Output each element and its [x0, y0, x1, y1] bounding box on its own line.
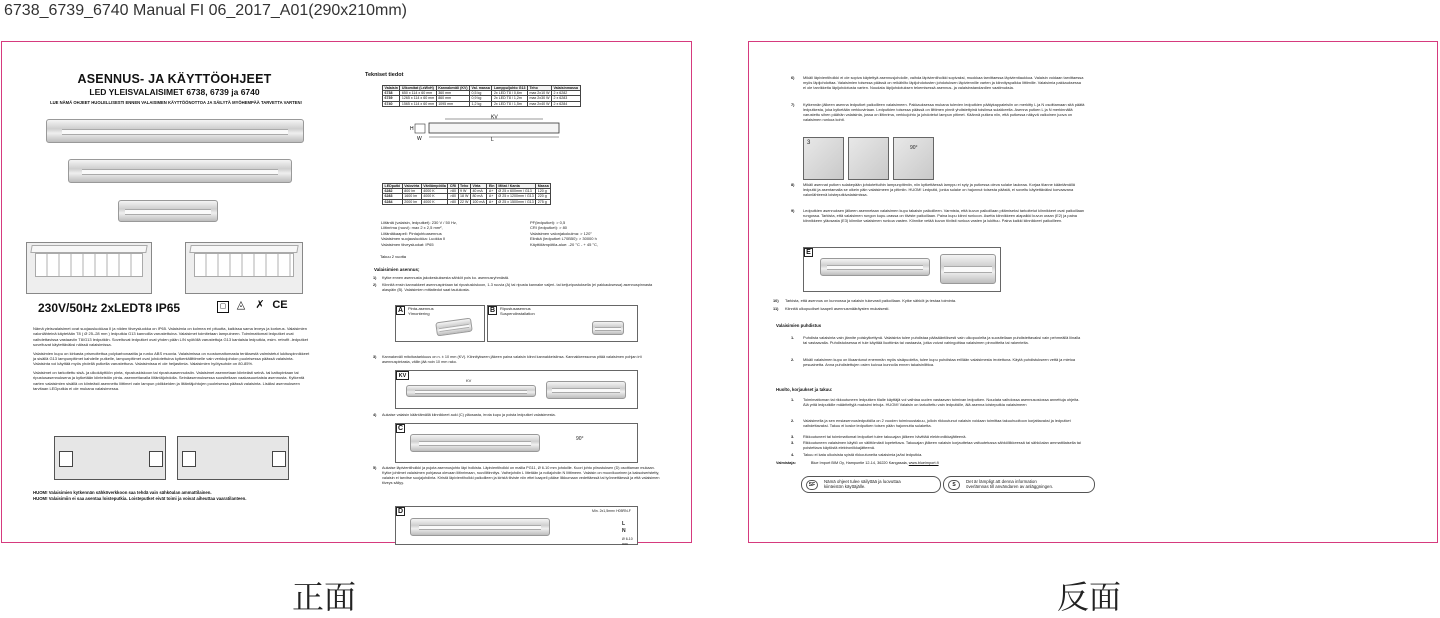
step-number: 10) [773, 298, 779, 303]
item-number: 2. [791, 357, 795, 362]
wiring-photo-left [54, 436, 166, 480]
luminaire-side-view [406, 385, 536, 397]
rotation-label: 90° [910, 145, 918, 151]
warning-triangle-icon: ◬ [236, 299, 246, 311]
product-image-6740 [46, 119, 304, 143]
tube-parameters [530, 220, 660, 247]
table-cell: 4000 K [421, 199, 448, 204]
table-cell: >80 [448, 194, 458, 199]
install-step [373, 276, 665, 281]
install-step [373, 283, 665, 293]
table-cell: 6739 [383, 96, 400, 101]
parameter-line: Liitäntäkaapeli: Pintajohtoasennus [381, 230, 442, 236]
step-text: Mikäli asennat putken sulakepään johdotettuihin lampunpitimiin, niin kytkettäessä lamppu ei syty ja putkessa oleva sulake laukeaa. Korjaa tilanne kääntämällä ledputki ja asentamalla se oikein päin valaisimeen ja pitimiin. HUOM! Ledputki, jonka sulake on hajonnut toisesta päästä, ei soveltu käytettäväksi korvaavana valonlähteenä loisteputkivalaisimissa. [803, 182, 1075, 197]
back-side-label: 反面 [1057, 578, 1122, 616]
step-number: 9) [791, 208, 795, 213]
cleaning-item [791, 335, 1085, 345]
bracket-illustration [435, 318, 473, 337]
table-cell: 360 mm [436, 91, 469, 96]
live-wire-label: L [622, 521, 626, 527]
table-cell: 120 g [536, 189, 551, 194]
item-text: Rikkoutuneen valaisimen käyttö on välittömästi lopetettava. Takuuajan jälkeen valaisin korjauttetaa valtuutetussa sähköliikkeessä tai sähköalan ammattilaisella tai poistettava käytöstä elektroniikkajätteenä. [803, 440, 1081, 450]
install-step [791, 208, 1085, 223]
weee-bin-icon: ✗ [255, 299, 265, 311]
figure-tag: B [489, 307, 496, 314]
parameter-line: Elinikä (ledputket L70B50): > 30000 h [530, 236, 597, 242]
step-number: 8) [791, 182, 795, 187]
manufacturer-address: Blue Import BIM Oy, Hampuntie 12-14, 36220 Kangasala, [810, 461, 908, 465]
cleaning-item [791, 357, 1085, 367]
step-number: 5) [373, 466, 377, 470]
install-step [773, 298, 1067, 303]
table-cell: 6738 [383, 91, 400, 96]
table-cell: 18 W [460, 194, 469, 199]
document-filename: 6738_6739_6740 Manual FI 06_2017_A01(290x210mm) [4, 2, 407, 19]
description-paragraph: Valaisimien kupu on kirkasta prismoitettua polykarbonaattia ja runko ABS muovia. Valaisimissa on ruostumattomasta teräksestä valmistetut lukituspinnikkeet ja sisällä G13 lampunpitimet kahdelle putkelle, lampunpitimet ovat johdotettuina kytkentäliittimelle vain verkkojohdon puoleisessa päässä valaisinta. Valaisinta voi käyttää myös yhdellä putkella varustettuna. Valaisimissa ei ole heijastimia. Valaisimien hyötysuhde on 80-85%. [33, 350, 310, 367]
tube-photo [803, 137, 844, 180]
cable-entry-figure [395, 506, 638, 545]
length-dimension-label: L [491, 136, 494, 143]
notice-line: HUOM! Valaisimiin ei saa asentaa loisteputkia. Loisteputket eivät toimi ja voivat aiheuttaa vaaratilanteen. [33, 495, 247, 501]
led-tube-spec-table [382, 183, 551, 205]
table-row [383, 101, 581, 106]
electrical-parameters [381, 220, 531, 247]
ce-mark-icon: CE [272, 299, 288, 311]
step-text: Ledputkien asennuksen jälkeen asennetaan valaisimen kupu takaisin paikoilleen. Varmista, että kuvun paikoillaan pitämiseksi tarkoitetut kiinnikkeet ovat paikoillaan rungossa. Tarkista, että valaisimen rungon kupu-urassa on tiiviste paikoillaan. Paina kupu kiinni runkoon. Asetta kiinnikkeen alapalkki kuvun uraan (E2) ja paina kiinnikkeen yläosasta (E3) kiinnike valaisimen runkoa vasten. Kiinnike vetää kuvun tiiviisti runkoa vasten ja lukittuu. Paina kaikki kiinnikkeet paikoilleen. [803, 208, 1085, 223]
figure-tag: A [397, 307, 404, 314]
lang-code-sf: SF [806, 480, 818, 490]
bracket-detail [546, 381, 626, 399]
step-text: Kiinnitä ensin kannakkeet asennuspintaan tai ripustuskiskoon, 1-3 ruuvia (A) tai ripusta kannake vaijeri- tai ketjuripustuksella (ei pakkauksessa) asennuspinnasta alaspäin (B). Valaisimien mittatiedot saat taulukosta. [382, 283, 653, 292]
table-cell: 4000 K [421, 194, 448, 199]
column-header: Lamppu/johto G13 [493, 86, 526, 90]
tube-insertion-photos [803, 137, 936, 180]
column-header: CRI [449, 184, 457, 188]
front-side-label: 正面 [292, 578, 357, 616]
step-text: Kytkennän jälkeen asenna ledputket paikoilleen valaisimeen. Pakkauksessa mukana tulevien ledputkien päätykappaleisiin on merkitty L ja N osoittamaan sitä päätä ledputkesta, joka kytketään verkkovirtaan. Ledputkien toisessa päässä on liittimen pinnit yhdistettyinä toisiinsa sulakkeella. Asenna putken L ja N merkinnällä varustettu sihen päähän valaisinta, jossa on liitinrima, verkkojohto ja johdotetut lampun pitimet. Käännä putkea niin, että putkessa näkyvä valkoinen juova on valaisimen runkoa kohti. [803, 102, 1085, 122]
column-header: Teho [458, 184, 470, 189]
item-number: 3. [791, 434, 795, 439]
kv-label: KV [466, 378, 472, 383]
step-number: 4) [373, 413, 377, 417]
open-luminaire-photo [26, 242, 152, 294]
service-item [791, 397, 1085, 407]
cleaning-heading: Valaisimien puhdistus [776, 323, 822, 328]
install-step [791, 182, 1085, 197]
table-cell: 2 x 6282 [551, 91, 580, 96]
description-paragraph: Valaisimet on tarkoitettu sisä- ja ulkokäyttöön pinta, ripustuskiskoon tai ripustusasennuksiin. Valaisimet asennetaan kiinteästi seinä- tai kattopintaan tai ripustusasennuksena ja kytketään kiinteistön pinta- asennettavalla liitäntäjohdolla. Seinäasennuksessa suositellaan vaakasuuntaista asennusta. Kytkentä varten valaisimien sisällä on kiinteästi asennettu liittimet vain lampun pidikkeiden ja liitäntäjohtojen puoleisessa päässä valaisinta. Lisäksi asennukseen tarvitaan LEDputkia ei ole mukana valaisimessa. [33, 369, 305, 392]
luminaire-spec-table [382, 85, 581, 107]
angle-label: 90° [576, 436, 584, 442]
column-header: Teho [527, 86, 551, 91]
step-text: Aukaise valaisin kääntämällä kiinnikkeet auki (C) yläosasta, irrota kupu ja poista ledputket valaisimesta. [382, 413, 556, 417]
manufacturer-website-link[interactable]: www.blueimport.fi [908, 461, 939, 465]
figure-tag: KV [396, 371, 409, 380]
electrician-notice [33, 490, 333, 501]
column-header: Virta [470, 184, 486, 189]
service-item [791, 418, 1085, 428]
table-cell: 6283 [383, 194, 403, 199]
install-step [791, 102, 1085, 122]
item-number: 1. [791, 397, 795, 402]
step-text: Tarkista, että asennus on kunnossa ja valaisin tukevasti paikoillaan. Kytke sähköt ja testaa toiminta. [785, 298, 957, 303]
tube-photo [848, 137, 889, 180]
table-cell: 0,5 kg [470, 91, 492, 96]
table-cell: 2x LED T8 / 0,6m [492, 91, 528, 96]
install-step [791, 75, 1085, 90]
warranty-note: Takuu 2 vuotta [380, 254, 407, 259]
cable-diameter-label: Ø 6-10 mm [622, 537, 633, 546]
table-cell: 22 W [460, 199, 469, 204]
table-row [383, 199, 551, 204]
parameter-line: Valaisimen valonjakokulma: > 120° [530, 230, 592, 236]
swedish-notice-text: Det är lämpligt att denna information överlämnas till användaren av anläggningen. [966, 479, 1054, 490]
manufacturer-label: Valmistaja: [776, 461, 796, 465]
table-cell: 800 lm [402, 189, 421, 194]
item-text: Mikäli valaisimen kupu on likaantunut enemmän myös sisäpuolelta, tulee kupu puhdistaa erillään valaisimesta irrotettuna. Käytä puhdistukseen vettä ja mietoa pesuainetta. Anna puhdistettujen osien kuivua kunnolla ennen takaisinliittoa. [803, 357, 1076, 367]
step-text: Kytke ennen asennusta jakokeskuksesta sähköt pois ko. asennusryhmästä. [382, 276, 510, 280]
surface-mount-figure [395, 305, 485, 342]
service-item [791, 434, 1085, 439]
table-cell: 1095 mm [436, 101, 469, 106]
item-text: Rikkoutuneet tai toimimattomat ledputket tulee takuuajan jälkeen hävittää elektroniikkajätteenä. [803, 434, 967, 439]
step-number: 2) [373, 283, 377, 287]
parameter-line: PF(ledputket): > 0,5 [530, 220, 566, 225]
step-number: 7) [791, 102, 795, 107]
luminaire-clip-view [410, 434, 540, 452]
item-number: 2. [791, 418, 795, 423]
parameter-line: Liitinrima (ruuvi): max 2 x 2,5 mm², [381, 225, 443, 231]
class-ii-icon: ▢ [217, 301, 229, 313]
table-cell: >80 [448, 189, 458, 194]
column-header: Massa [537, 184, 549, 188]
table-cell: max 2x10 W [529, 91, 550, 96]
table-cell: 80 mA [470, 194, 486, 199]
figure-tag: E [804, 248, 813, 257]
table-cell: 2 x 6284 [551, 101, 580, 106]
figure-tag: C [397, 425, 404, 432]
description-paragraph: Nämä yleisvalaisimet ovat suojausluokkaa II ja niiden tiiveysluokka on IP65. Valaisimia on kolmea eri pituutta, kaikissa sama leveys ja korkeus. Valaisimien valonlähteinä käytetään T8 ( Ø 25–28 mm ) ledputkia G13 kannoilla varustettuina. Valaisimet toimitetaan lampuineen. Toimimattomat ledputket ovat vaihdettavissa vastaaviin T8/G13 ledputkiin. Soveltuvat ledputket ovat yhden pään L/N syötöllä varustettuja G13 kantaisia ledputkia, esim. retrofit -ledputket soveltuvat käytettäväksi näissä valaisimissa. [33, 326, 308, 348]
product-image-6738 [118, 200, 218, 222]
table-cell: Ø 25 x 1500mm / G13 [498, 199, 534, 204]
column-header: LEDputki [384, 184, 401, 188]
table-row [383, 194, 551, 199]
item-text: Puhdista valaisinta vain jännite poiskytkettynä. Valaisinta tulee puhdistaa pääsääntöisesti vain ulkopuolelta ja suositellaan puhdistettavaksi vain pehmeällä liinalla tai vastaavalla. Puhdistuksessa ei tule käyttää liuottimia tai vastaavia, jotka voivat vahingoittaa valaisimen pinnoitteita tai rakenteita. [803, 335, 1081, 345]
column-header: Ein [488, 184, 495, 188]
cable-spec-label: Min. 2x1,5mm² H05RN-F [592, 509, 631, 513]
bracket-illustration [592, 321, 624, 335]
step-text: Kannakeväli mitoitustarkkuus on n. ± 10 mm (KV). Kiinnitykseen jäkeen paina valaisin kiinni kannakkeisiinsa. Kannakkeessoma pitää valaisimen pohjan irti asennuspintasta, väliin jää noin 10 mm rako. [382, 355, 642, 364]
table-cell: max 2x30 W [529, 96, 550, 101]
table-cell: 9 W [458, 189, 470, 194]
parameter-line: Käyttölämpötila-alue: -20 °C - + 45 °C, [530, 241, 599, 247]
table-cell: 275 g [536, 199, 551, 204]
step-text: Kiinnitä ulkopuoliset kaapeli asennusmääräysten mukaisesti. [785, 306, 890, 311]
column-header: Ulkomitat (LxWxH) [400, 86, 436, 91]
manual-title: ASENNUS- JA KÄYTTÖOHJEET [77, 72, 272, 86]
item-text: Valaisimella ja sen ensiasennusledputkilla on 2 vuoden toimivuustakuu, jolloin rikkoutunut valaisin voidaan toimittaa takuuhuoltoon korjattavaksi ja ledputket vaihdettavaksi. Takuu ei koske ledputken toisen pään hajonnutta sulaketta. [803, 418, 1071, 428]
install-step [773, 306, 1067, 311]
width-dimension-label: W [417, 136, 422, 142]
open-luminaire-photo-tubes [185, 242, 303, 294]
service-heading: Huolto, korjaukset ja takuu: [776, 387, 833, 392]
table-cell: 0,9 kg [470, 96, 492, 101]
step-number: 1) [373, 276, 377, 280]
table-cell: 2 x 6283 [551, 96, 580, 101]
table-cell: 860 mm [436, 96, 469, 101]
install-step [373, 466, 665, 486]
table-cell: 2x LED T8 / 1,5m [492, 101, 528, 106]
tech-data-heading: Tekniset tiedot [365, 72, 404, 78]
product-description [33, 326, 311, 394]
parameter-line: CRI (ledputket): > 80 [530, 225, 568, 231]
finnish-notice-box [801, 476, 941, 493]
kv-dimension-label: KV [491, 114, 498, 121]
table-cell: 2000 lm [402, 199, 421, 204]
tube-photo [893, 137, 934, 180]
wiring-photo-right [177, 436, 289, 480]
electrical-specs: 230V/50Hz 2xLEDT8 IP65 [38, 301, 181, 315]
manual-subtitle: LED YLEISVALAISIMET 6738, 6739 ja 6740 [89, 87, 260, 97]
read-instructions-warning: LUE NÄMÄ OHJEET HUOLELLISESTI ENNEN VALAISIMEN KÄYTTÖÖNOTTOA JA SÄILYTÄ MYÖHEMPÄÄ TARVETTA VARTEN! [50, 100, 302, 105]
column-header: Kannakeväli (KV) [438, 86, 468, 90]
manufacturer-info [776, 461, 939, 465]
table-cell: A+ [487, 199, 497, 204]
step-text: Mikäli läpivientiholkki ei ole sopiva käytettyä asennusjohdolle, vaihda läpivientiholkki sopivaksi, muokkaa tarvittaessa läpivientiaukkoa. Valaisin voidaan tarvittaessa myös läpijohdottaa. Valaisimien toisessa päässä on reikähilto läpijohdotusten johdotuksen läpiviennille varten ja kiinnityspalkka liittimille. Valaisimia pakkauksessa ei ole tarvikkeita läpijohdotusta varten. Noudata läpijohdotuksen tekemisessä asennus- ja valaisinstandardien vaatimuksia. [803, 75, 1084, 90]
install-step [373, 355, 665, 365]
neutral-wire-label: N [622, 528, 626, 534]
product-image-6739 [68, 159, 292, 183]
height-dimension-label: H [410, 126, 414, 132]
step-number: 11) [773, 306, 779, 311]
parameter-line: Valaisimen tiiveysluokat: IP65 [381, 241, 434, 247]
table-cell: 100 mA [472, 199, 485, 204]
swedish-notice-box [943, 476, 1095, 493]
table-cell: 650 x 114 x 60 mm [400, 91, 436, 96]
photo-tag: 3 [807, 140, 811, 146]
figure-caption: Ripustusasennus Suspendinstallation [500, 306, 535, 316]
table-cell: 1565 x 114 x 60 mm [401, 101, 435, 106]
table-cell: 6284 [383, 199, 403, 204]
front-page [1, 41, 692, 546]
table-cell: 1,2 kg [470, 101, 492, 106]
back-page [748, 41, 1438, 543]
parameter-line: Valaisimen suojausluokka: Luokka II [381, 236, 446, 242]
column-header: Val. massa [471, 86, 490, 90]
table-cell: 6740 [383, 101, 400, 106]
table-cell: 4000 K [421, 189, 448, 194]
service-item [791, 440, 1085, 450]
item-number: 4. [791, 452, 795, 457]
column-header: Värilämpötila [423, 184, 446, 188]
step-number: 3) [373, 355, 377, 359]
parameter-line: Liitäntä (valaisin, ledputket): 230 V / 50 Hz, [381, 220, 458, 225]
figure-tag: D [397, 508, 404, 515]
cable-gland-view [410, 518, 550, 536]
item-number: 1. [791, 335, 795, 340]
table-cell: Ø 25 x 1200mm / G13 [498, 194, 534, 199]
service-item [791, 452, 1085, 457]
dimension-drawing [407, 115, 577, 141]
table-cell: 1600 lm [402, 194, 421, 199]
step-number: 6) [791, 75, 795, 80]
bracket-spacing-figure [395, 370, 638, 409]
table-cell: Ø 25 x 600mm / G13 [496, 189, 535, 194]
column-header: Mitat / Kanta [496, 184, 535, 189]
table-cell: 2x LED T8 / 1,2m [492, 96, 528, 101]
lang-code-s: S [948, 480, 960, 490]
cover-clip-figure [803, 247, 1001, 292]
figure-caption: Pinta-asennus Ytmontering [408, 306, 434, 316]
item-number: 3. [791, 440, 795, 445]
column-header: Valaisin [384, 86, 398, 90]
table-cell: A+ [487, 189, 497, 194]
table-cell: 1265 x 114 x 60 mm [401, 96, 435, 101]
step-text: Aukaise läpivientiholkki ja pujota asennusjohto läpi holkista. Läpivientiholkki on mallia PG11, Ø 6-10 mm johdoille. Kuori johto piirustuksen (D) osoittaman mukaan. Kytke johtimet valaisimen pohjassa olevaan liitinrimaan, ruuviliitinnitys. Vaihejohdin L liitetään ja nollajohdin N liittimeen. Valaisin on muovikuorinen ja kaksoiseristetty, valaisin ei tarvitse suojajohdinta. Kiristä läpivientiholkki paikoilleen ja kiristä tiiviste niin ettei kaapeli pääse liikkumaan vedettäessä tai työnnettäessä ja että valaisimen tiiveys säilyy. [382, 466, 660, 485]
table-cell: 220 g [536, 194, 551, 199]
table-cell: max 2x40 W [529, 101, 550, 106]
table-cell: 6282 [383, 189, 403, 194]
column-header: Valaisinmassa [553, 86, 579, 90]
table-cell: 40 mA [470, 189, 486, 194]
notice-line: HUOM! Valaisimien kytkennän sähköverkkoon saa tehdä vain sähköalan ammattilainen. [33, 490, 212, 495]
item-text: Toimimattoman tai rikkoutuneen ledputken tilalle käyttäjä voi vaihtaa uuden vastaavan toimivan ledputken. Noudata vaihdossa asennusosiossa annettuja ohjeita. Älä yritä ledputkille määriteltyjä maksimi tehoja. HUOM! Valaisin on tarkoitettu vain ledputkille, älä asenna loisteputkia valaisimeen [803, 397, 1080, 407]
item-text: Takuu ei kata ulkoisista syistä rikkoutuneita valaisimia ja/tai ledputkia. [803, 452, 923, 457]
luminaire-cover-view [820, 258, 930, 276]
clip-opening-figure [395, 423, 638, 463]
finnish-notice-text: Nämä ohjeet tulee säilyttää ja luovuttaa kiinteistön käyttäjälle. [824, 479, 901, 490]
column-header: Valovirta [404, 184, 420, 188]
clip-detail-photo [940, 254, 996, 284]
table-cell: >80 [448, 199, 458, 204]
installation-heading: Valaisimien asennus; [374, 267, 420, 272]
install-step [373, 413, 665, 418]
table-cell: A+ [487, 194, 497, 199]
suspension-mount-figure [487, 305, 638, 342]
